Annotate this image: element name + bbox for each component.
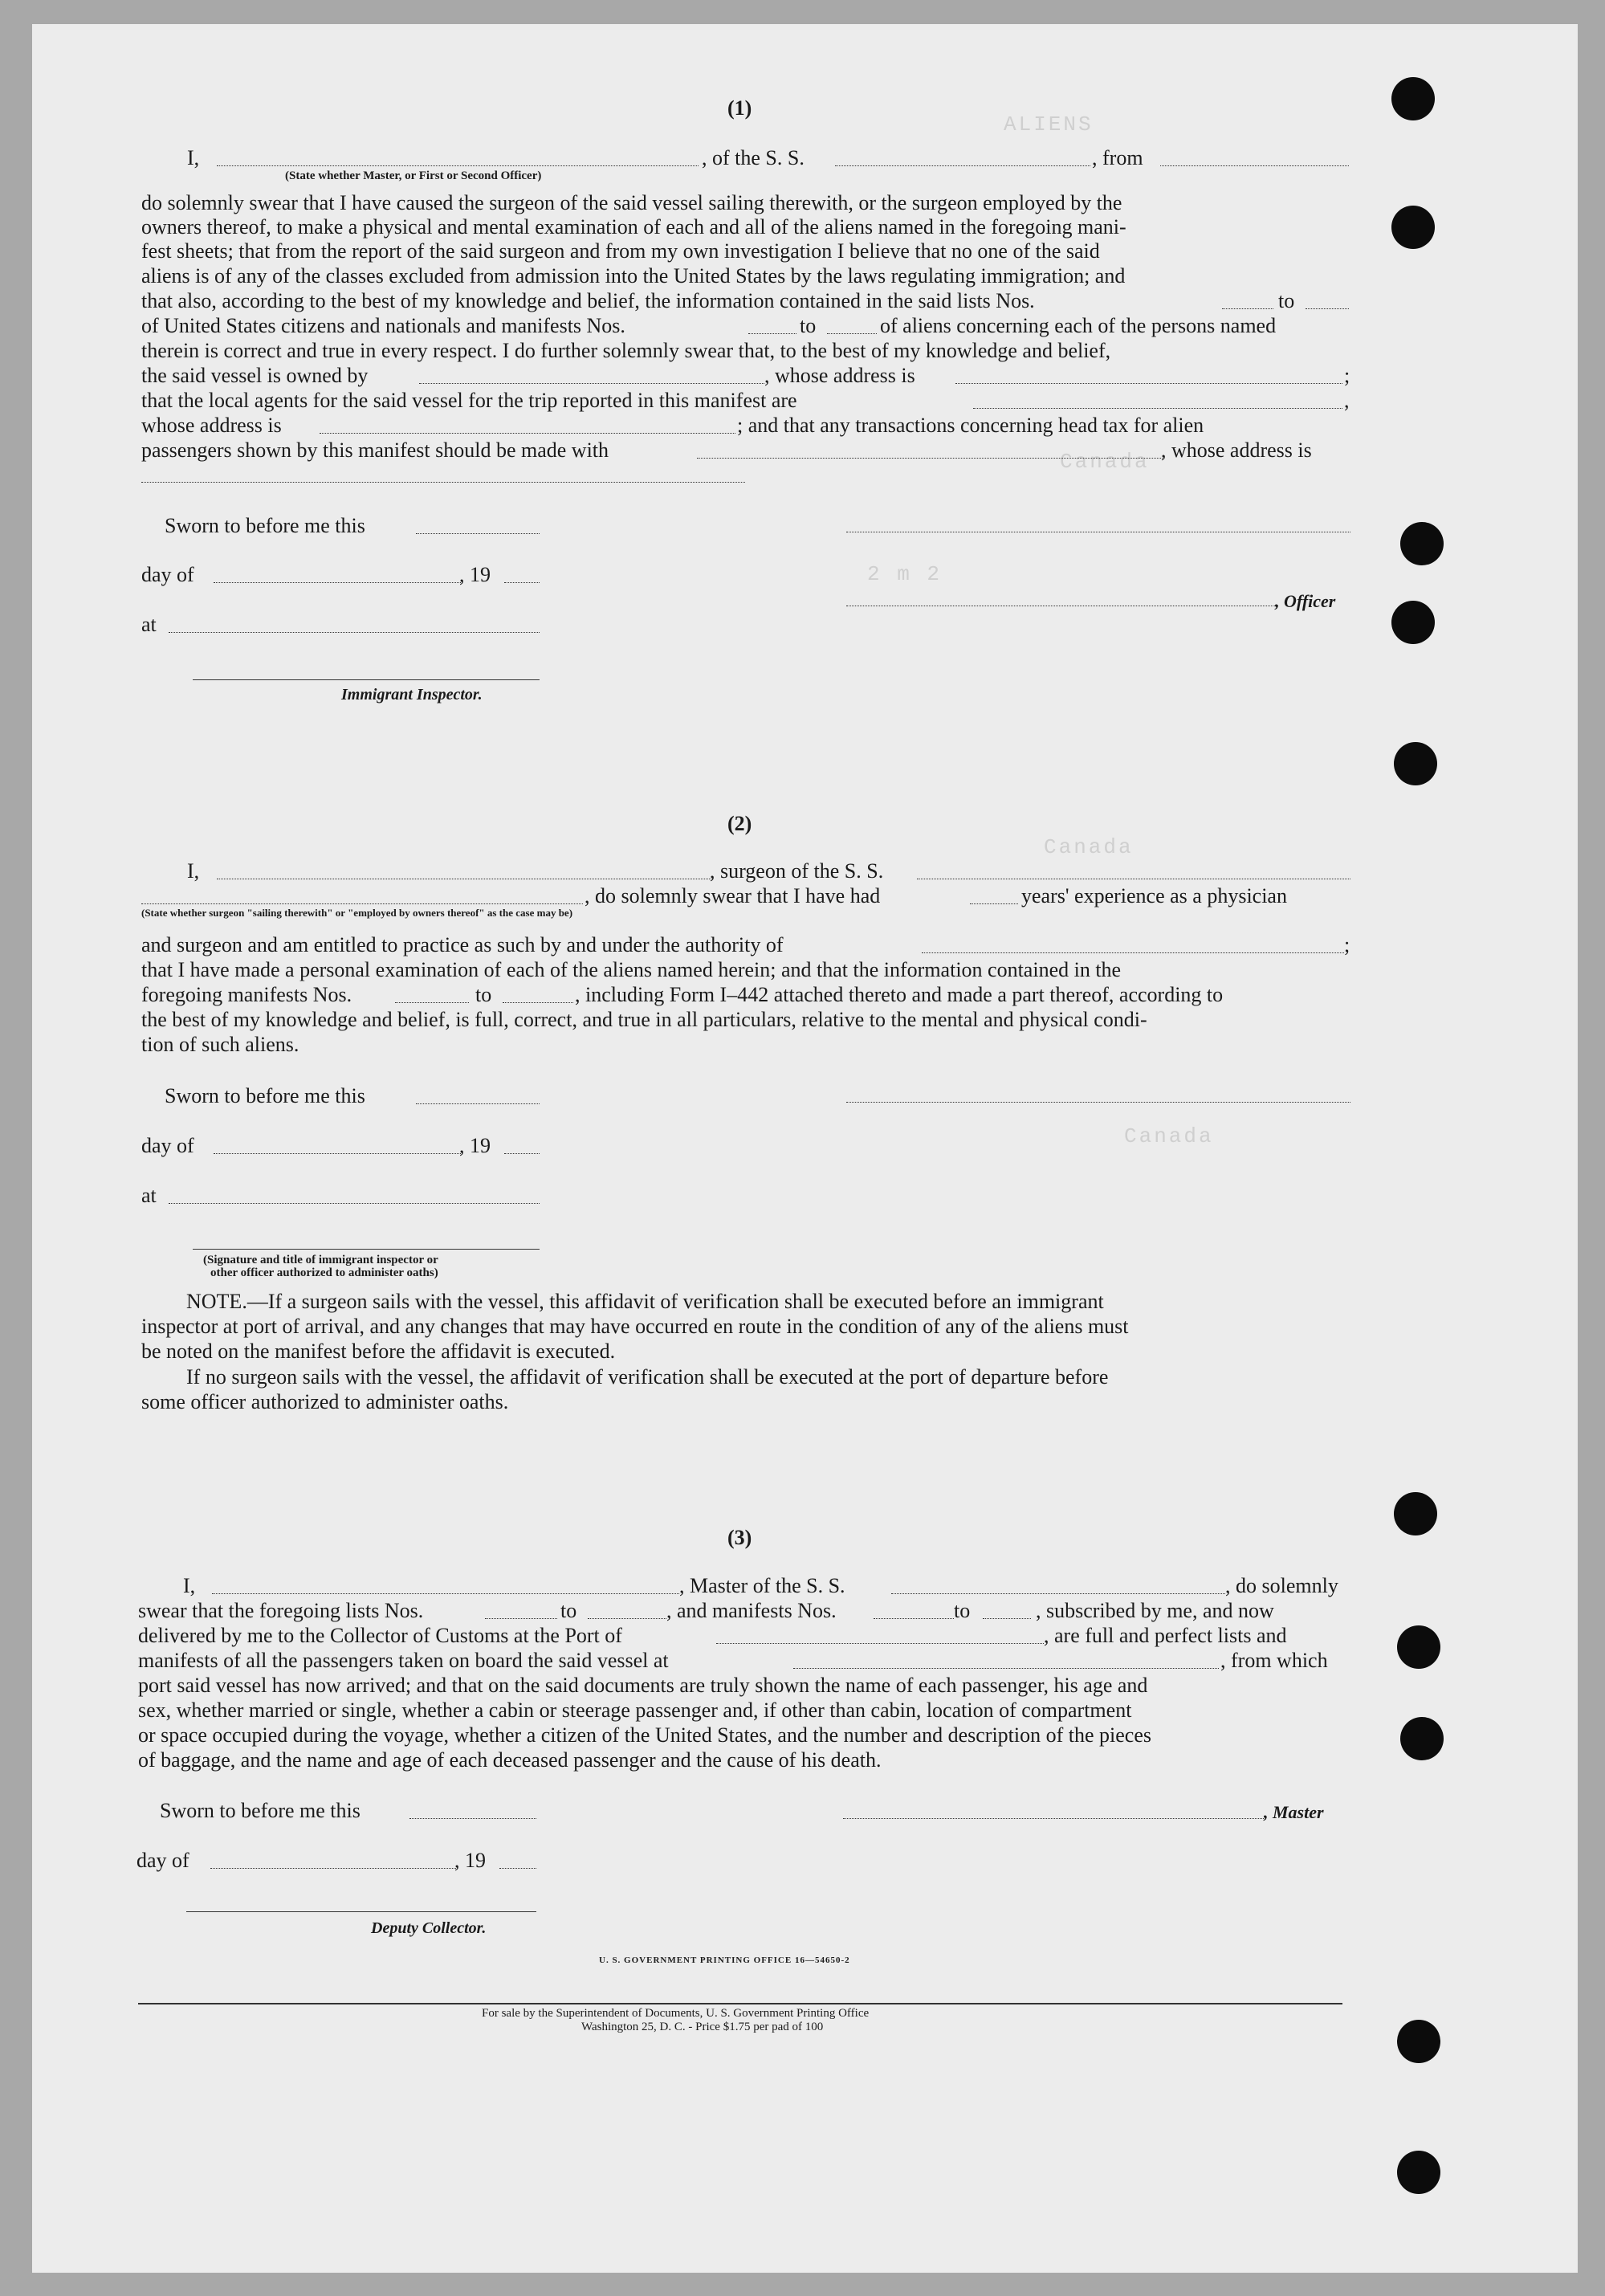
punch-hole	[1391, 77, 1435, 120]
text: , subscribed by me, and now	[1036, 1599, 1274, 1622]
text: , from which	[1220, 1649, 1328, 1672]
footer-rule	[138, 2003, 1342, 2004]
inspector-signature-line[interactable]	[193, 679, 540, 680]
field-note: (State whether surgeon "sailing therewith" or "employed by owners thereof" as the case may be)	[141, 907, 573, 919]
text: day of	[136, 1849, 189, 1872]
text: the best of my knowledge and belief, is full, correct, and true in all particulars, relative to the mental and physical condi-	[141, 1008, 1147, 1031]
list-no-from-field[interactable]	[1222, 308, 1273, 309]
note-text: be noted on the manifest before the affidavit is executed.	[141, 1340, 616, 1363]
text: ,	[1344, 389, 1350, 412]
text: port said vessel has now arrived; and that on the said documents are truly shown the name of each passenger, his age and	[138, 1674, 1148, 1697]
head-tax-contact-field[interactable]	[697, 458, 1163, 459]
list-no-to-field[interactable]	[1306, 308, 1349, 309]
text: I,	[187, 859, 200, 883]
signature-note: other officer authorized to administer oaths)	[210, 1266, 438, 1279]
text: of baggage, and the name and age of each deceased passenger and the cause of his death.	[138, 1748, 882, 1772]
text: whose address is	[141, 414, 282, 437]
surgeon-status-field[interactable]	[141, 903, 583, 904]
text: tion of such aliens.	[141, 1033, 299, 1056]
sworn-place-field[interactable]	[169, 632, 540, 633]
text: do solemnly swear that I have caused the surgeon of the said vessel sailing therewith, or the surgeon employed by the	[141, 191, 1122, 214]
text: , and manifests Nos.	[666, 1599, 837, 1622]
text: owners thereof, to make a physical and mental examination of each and all of the aliens named in the foregoing mani-	[141, 215, 1126, 239]
text: , 19	[459, 563, 491, 586]
note-text: If no surgeon sails with the vessel, the affidavit of verification shall be executed at the port of departure before	[186, 1365, 1109, 1389]
text: , whose address is	[764, 364, 915, 387]
text: of aliens concerning each of the persons named	[880, 314, 1277, 337]
master-ship-field[interactable]	[891, 1593, 1225, 1594]
inspector-label: Immigrant Inspector.	[341, 686, 483, 703]
sworn-month-field[interactable]	[214, 582, 461, 583]
note-text: some officer authorized to administer oaths.	[141, 1390, 509, 1413]
embarkation-port-field[interactable]	[793, 1668, 1219, 1669]
surgeon-manifest-from-field[interactable]	[395, 1002, 469, 1003]
sworn-year-field[interactable]	[504, 1153, 540, 1154]
punch-hole	[1394, 1492, 1437, 1535]
sworn-year-field[interactable]	[499, 1868, 536, 1869]
text: delivered by me to the Collector of Customs at the Port of	[138, 1624, 622, 1647]
text: passengers shown by this manifest should be made with	[141, 438, 609, 462]
owner-field[interactable]	[419, 383, 764, 384]
text: Sworn to before me this	[160, 1799, 361, 1822]
note-text: inspector at port of arrival, and any changes that may have occurred en route in the condition of any of the aliens must	[141, 1315, 1129, 1338]
head-tax-address-field[interactable]	[141, 482, 745, 483]
text: I,	[187, 146, 200, 169]
text: Sworn to before me this	[165, 1084, 365, 1107]
text: sex, whether married or single, whether a cabin or steerage passenger and, if other than cabin, location of compartment	[138, 1699, 1132, 1722]
text: ; and that any transactions concerning head tax for alien	[737, 414, 1204, 437]
text: Sworn to before me this	[165, 514, 365, 537]
text: to	[560, 1599, 577, 1622]
text: therein is correct and true in every respect. I do further solemnly swear that, to the best of my knowledge and belief,	[141, 339, 1111, 362]
deputy-collector-label: Deputy Collector.	[371, 1919, 487, 1937]
manifest-no-to-field[interactable]	[983, 1618, 1031, 1619]
master-name-field[interactable]	[212, 1593, 679, 1594]
arrival-port-field[interactable]	[716, 1643, 1044, 1644]
text: at	[141, 1184, 157, 1207]
text: or space occupied during the voyage, whether a citizen of the United States, and the number and description of the pieces	[138, 1723, 1152, 1747]
text: aliens is of any of the classes excluded from admission into the United States by the laws regulating immigration; and	[141, 264, 1126, 288]
sworn-day-field[interactable]	[409, 1818, 536, 1819]
list-no-from-field[interactable]	[485, 1618, 557, 1619]
years-experience-field[interactable]	[970, 903, 1018, 904]
ship-name-field[interactable]	[835, 165, 1090, 166]
text: of United States citizens and nationals and manifests Nos.	[141, 314, 625, 337]
surgeon-manifest-to-field[interactable]	[503, 1002, 573, 1003]
bleed-through-text: Canada	[1060, 450, 1150, 474]
text: , do solemnly swear that I have had	[585, 884, 881, 907]
punch-hole	[1397, 2151, 1440, 2194]
punch-hole	[1391, 206, 1435, 249]
text: years' experience as a physician	[1021, 884, 1287, 907]
section-2-heading: (2)	[727, 812, 752, 835]
section-1-heading: (1)	[727, 96, 752, 120]
punch-hole	[1397, 2020, 1440, 2063]
footer-text: Washington 25, D. C. - Price $1.75 per pad of 100	[581, 2021, 824, 2033]
punch-hole	[1400, 1717, 1444, 1760]
text: manifests of all the passengers taken on board the said vessel at	[138, 1649, 669, 1672]
bleed-through-text: Canada	[1044, 835, 1134, 859]
text: , whose address is	[1161, 438, 1312, 462]
owner-address-field[interactable]	[955, 383, 1342, 384]
text: , 19	[459, 1134, 491, 1157]
sworn-place-field[interactable]	[169, 1203, 540, 1204]
list-no-to-field[interactable]	[588, 1618, 666, 1619]
text: day of	[141, 563, 194, 586]
sworn-month-field[interactable]	[214, 1153, 461, 1154]
text: that also, according to the best of my knowledge and belief, the information contained in the said lists Nos.	[141, 289, 1035, 312]
text: to	[800, 314, 817, 337]
section-3-heading: (3)	[727, 1526, 752, 1549]
departure-port-field[interactable]	[1160, 165, 1349, 166]
manifest-no-from-field[interactable]	[748, 333, 796, 334]
manifest-no-from-field[interactable]	[874, 1618, 954, 1619]
gpo-imprint: U. S. GOVERNMENT PRINTING OFFICE 16—54650-2	[599, 1955, 850, 1965]
text: ;	[1344, 364, 1350, 387]
punch-hole	[1400, 522, 1444, 565]
license-authority-field[interactable]	[922, 952, 1344, 953]
text: foregoing manifests Nos.	[141, 983, 352, 1006]
text: to	[475, 983, 492, 1006]
bleed-through-text: Canada	[1124, 1124, 1214, 1148]
text: , Master of the S. S.	[679, 1574, 845, 1597]
text: , do solemnly	[1225, 1574, 1338, 1597]
text: day of	[141, 1134, 194, 1157]
field-note: (State whether Master, or First or Second Officer)	[285, 169, 542, 182]
text: the said vessel is owned by	[141, 364, 369, 387]
text: that I have made a personal examination of each of the aliens named herein; and that the information contained in the	[141, 958, 1122, 981]
text: , surgeon of the S. S.	[710, 859, 884, 883]
punch-hole	[1391, 601, 1435, 644]
note-text: NOTE.—If a surgeon sails with the vessel, this affidavit of verification shall be executed before an immigrant	[186, 1290, 1104, 1313]
master-name-field[interactable]	[217, 165, 699, 166]
text: , 19	[454, 1849, 486, 1872]
local-agents-field[interactable]	[973, 408, 1342, 409]
text: , of the S. S.	[702, 146, 805, 169]
administering-officer-signature-line[interactable]	[193, 1249, 540, 1250]
text: , including Form I–442 attached thereto and made a part thereof, according to	[575, 983, 1224, 1006]
sworn-day-field[interactable]	[416, 1103, 540, 1104]
deputy-collector-signature-line[interactable]	[186, 1911, 536, 1912]
agent-address-field[interactable]	[320, 433, 735, 434]
surgeon-signature-field[interactable]	[846, 1102, 1350, 1103]
text: that the local agents for the said vessel for the trip reported in this manifest are	[141, 389, 797, 412]
sworn-day-field[interactable]	[416, 533, 540, 534]
master-label: , Master	[1264, 1802, 1324, 1822]
punch-hole	[1394, 742, 1437, 785]
text: swear that the foregoing lists Nos.	[138, 1599, 424, 1622]
sworn-month-field[interactable]	[210, 1868, 456, 1869]
text: ;	[1344, 933, 1350, 956]
text: to	[1278, 289, 1295, 312]
text: , are full and perfect lists and	[1044, 1624, 1287, 1647]
text: to	[954, 1599, 971, 1622]
text: , from	[1092, 146, 1143, 169]
manifest-no-to-field[interactable]	[827, 333, 877, 334]
bleed-through-text: ALIENS	[1004, 112, 1094, 137]
sworn-year-field[interactable]	[504, 582, 540, 583]
text: I,	[183, 1574, 196, 1597]
punch-hole	[1397, 1625, 1440, 1669]
text: at	[141, 613, 157, 636]
officer-label: , Officer	[1275, 591, 1336, 611]
signature-note: (Signature and title of immigrant inspector or	[203, 1254, 438, 1266]
footer-text: For sale by the Superintendent of Documents, U. S. Government Printing Office	[482, 2007, 870, 2020]
text: fest sheets; that from the report of the said surgeon and from my own investigation I believe that no one of the said	[141, 239, 1100, 263]
master-signature-field[interactable]	[843, 1818, 1264, 1819]
bleed-through-text: 2 m 2	[867, 562, 943, 586]
text: and surgeon and am entitled to practice as such by and under the authority of	[141, 933, 784, 956]
